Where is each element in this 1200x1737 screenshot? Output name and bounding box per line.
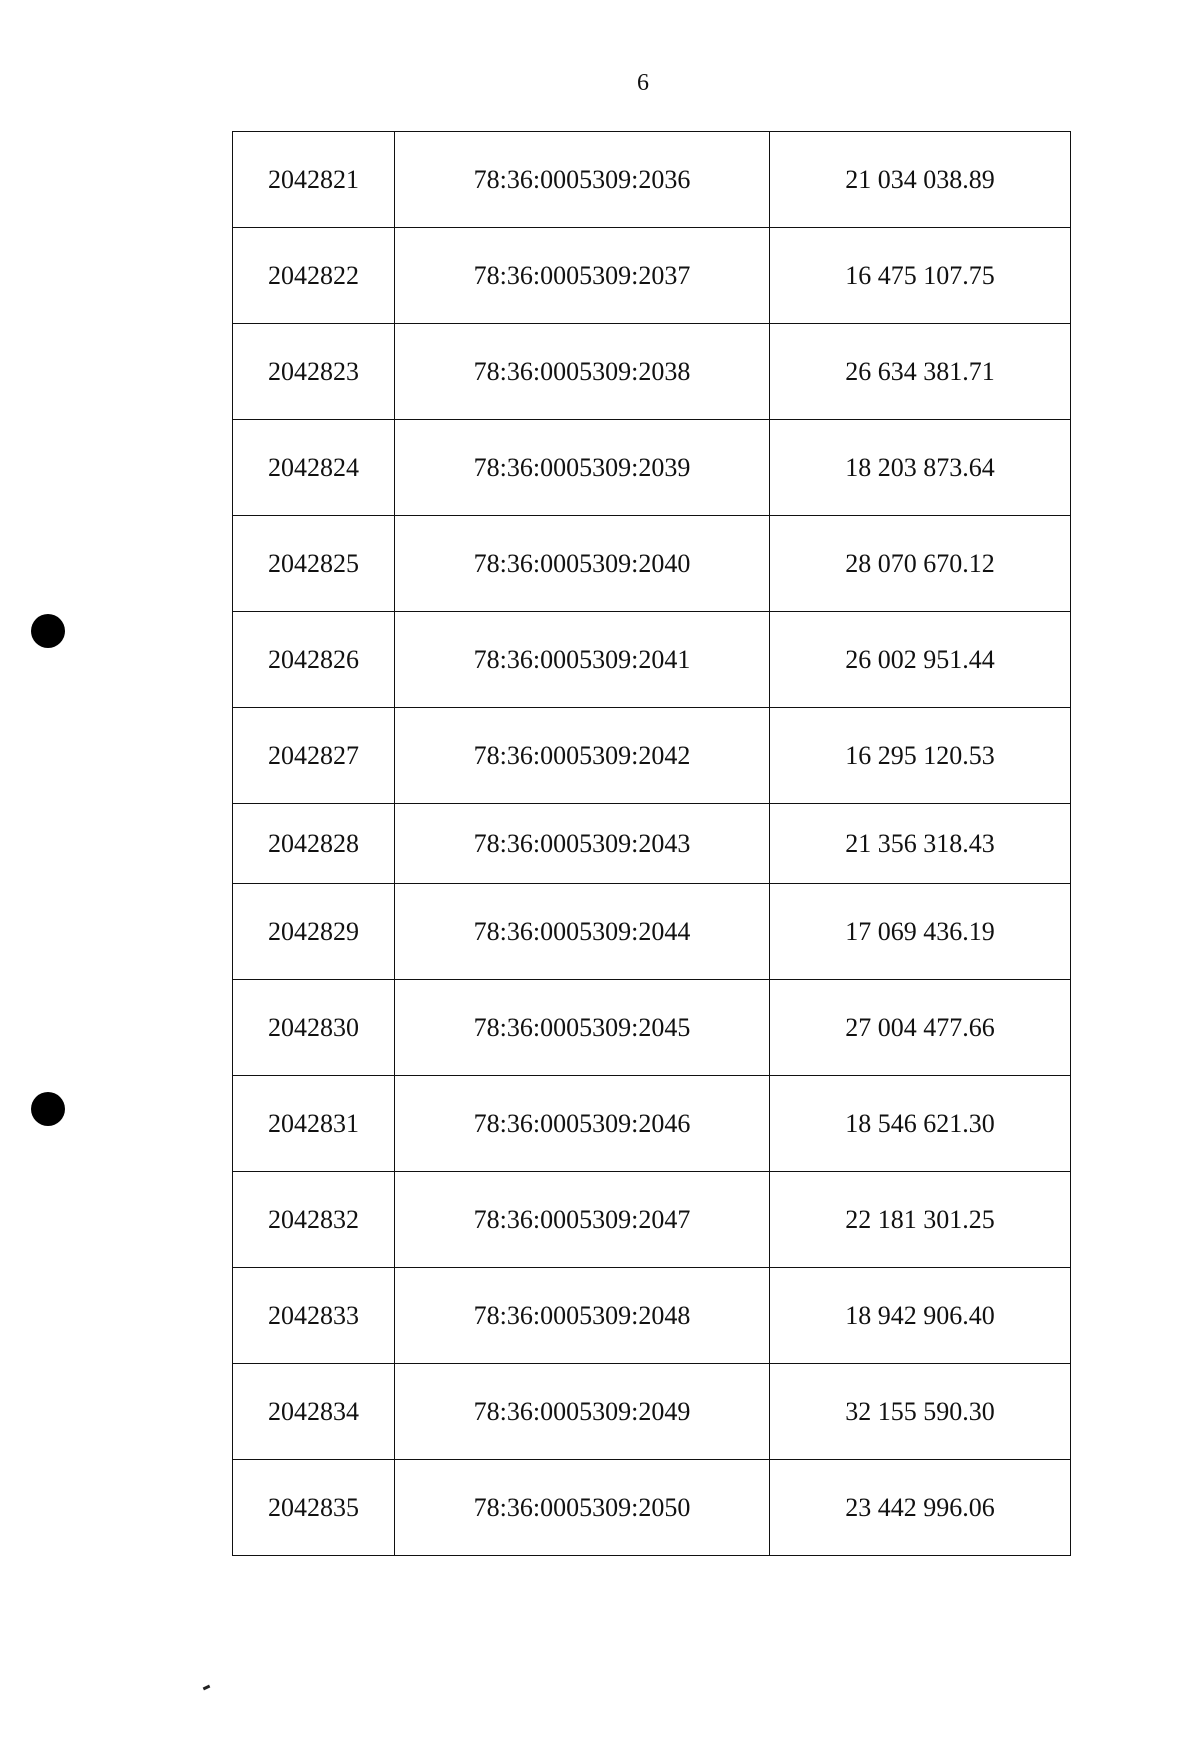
row-id-cell: 2042828 xyxy=(233,804,395,884)
row-id-cell: 2042825 xyxy=(233,516,395,612)
table-row xyxy=(233,804,1071,884)
table-row xyxy=(233,1076,1071,1172)
row-id-cell: 2042822 xyxy=(233,228,395,324)
row-id-cell: 2042833 xyxy=(233,1268,395,1364)
row-id-cell: 2042830 xyxy=(233,980,395,1076)
cadastral-number-cell: 78:36:0005309:2039 xyxy=(395,420,770,516)
row-id-cell: 2042832 xyxy=(233,1172,395,1268)
punch-hole-mark xyxy=(31,1092,65,1126)
table-row xyxy=(233,708,1071,804)
table-row xyxy=(233,516,1071,612)
data-table-container xyxy=(232,131,1070,1556)
cadastral-number-cell: 78:36:0005309:2048 xyxy=(395,1268,770,1364)
data-table xyxy=(232,131,1071,1556)
value-cell: 26 002 951.44 xyxy=(770,612,1071,708)
value-cell: 23 442 996.06 xyxy=(770,1460,1071,1556)
cadastral-number-cell: 78:36:0005309:2050 xyxy=(395,1460,770,1556)
table-row xyxy=(233,132,1071,228)
scan-speck xyxy=(203,1685,211,1691)
cadastral-number-cell: 78:36:0005309:2037 xyxy=(395,228,770,324)
value-cell: 17 069 436.19 xyxy=(770,884,1071,980)
page-number: 6 xyxy=(637,70,649,96)
table-row xyxy=(233,1460,1071,1556)
cadastral-number-cell: 78:36:0005309:2036 xyxy=(395,132,770,228)
table-row xyxy=(233,324,1071,420)
row-id-cell: 2042829 xyxy=(233,884,395,980)
cadastral-number-cell: 78:36:0005309:2046 xyxy=(395,1076,770,1172)
cadastral-number-cell: 78:36:0005309:2043 xyxy=(395,804,770,884)
cadastral-number-cell: 78:36:0005309:2049 xyxy=(395,1364,770,1460)
cadastral-number-cell: 78:36:0005309:2041 xyxy=(395,612,770,708)
row-id-cell: 2042827 xyxy=(233,708,395,804)
row-id-cell: 2042824 xyxy=(233,420,395,516)
row-id-cell: 2042826 xyxy=(233,612,395,708)
value-cell: 21 356 318.43 xyxy=(770,804,1071,884)
cadastral-number-cell: 78:36:0005309:2044 xyxy=(395,884,770,980)
value-cell: 28 070 670.12 xyxy=(770,516,1071,612)
value-cell: 22 181 301.25 xyxy=(770,1172,1071,1268)
table-row xyxy=(233,228,1071,324)
value-cell: 18 546 621.30 xyxy=(770,1076,1071,1172)
cadastral-number-cell: 78:36:0005309:2047 xyxy=(395,1172,770,1268)
value-cell: 21 034 038.89 xyxy=(770,132,1071,228)
value-cell: 27 004 477.66 xyxy=(770,980,1071,1076)
cadastral-number-cell: 78:36:0005309:2045 xyxy=(395,980,770,1076)
cadastral-number-cell: 78:36:0005309:2040 xyxy=(395,516,770,612)
row-id-cell: 2042831 xyxy=(233,1076,395,1172)
table-body xyxy=(233,132,1071,1556)
value-cell: 16 475 107.75 xyxy=(770,228,1071,324)
row-id-cell: 2042835 xyxy=(233,1460,395,1556)
row-id-cell: 2042823 xyxy=(233,324,395,420)
value-cell: 32 155 590.30 xyxy=(770,1364,1071,1460)
table-row xyxy=(233,884,1071,980)
cadastral-number-cell: 78:36:0005309:2042 xyxy=(395,708,770,804)
cadastral-number-cell: 78:36:0005309:2038 xyxy=(395,324,770,420)
value-cell: 18 203 873.64 xyxy=(770,420,1071,516)
value-cell: 16 295 120.53 xyxy=(770,708,1071,804)
table-row xyxy=(233,1268,1071,1364)
table-row xyxy=(233,612,1071,708)
table-row xyxy=(233,1364,1071,1460)
table-row xyxy=(233,1172,1071,1268)
row-id-cell: 2042821 xyxy=(233,132,395,228)
table-row xyxy=(233,980,1071,1076)
table-row xyxy=(233,420,1071,516)
punch-hole-mark xyxy=(31,614,65,648)
value-cell: 18 942 906.40 xyxy=(770,1268,1071,1364)
value-cell: 26 634 381.71 xyxy=(770,324,1071,420)
row-id-cell: 2042834 xyxy=(233,1364,395,1460)
